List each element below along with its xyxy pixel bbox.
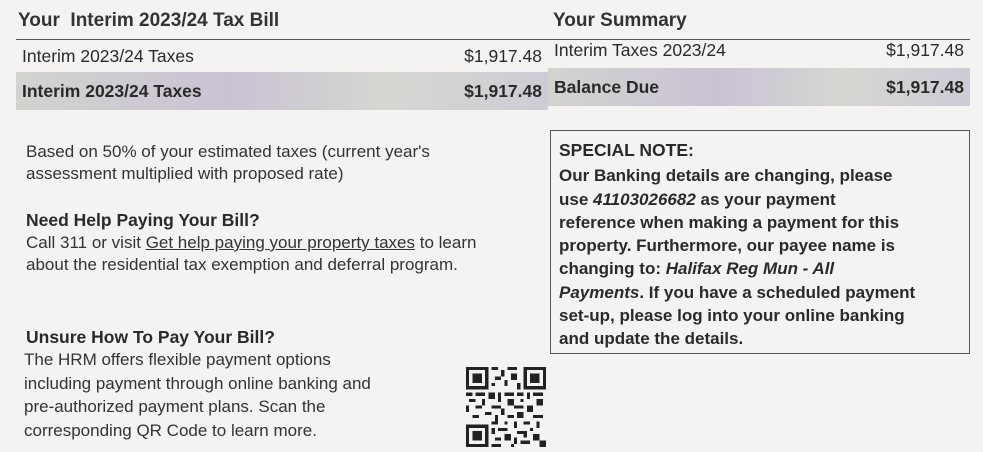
tax-bill-total-label: Interim 2023/24 Taxes <box>22 80 202 101</box>
tax-bill-total-amount: $1,917.48 <box>464 80 542 101</box>
note-line: property. Furthermore, our payee name is <box>559 236 895 256</box>
help-text <box>26 232 476 276</box>
note-line: and update the details. <box>559 329 744 349</box>
special-note-title: SPECIAL NOTE: <box>559 140 694 160</box>
payee-name-part1: Halifax Reg Mun - All <box>665 259 835 279</box>
payee-name-part2: Payments <box>559 282 640 302</box>
pay-text-line: including payment through online banking and <box>24 373 371 393</box>
note-line: reference when making a payment for this <box>559 212 900 232</box>
pay-text-line: pre-authorized payment plans. Scan the <box>24 397 326 416</box>
tax-bill-line-row <box>16 42 548 70</box>
tax-bill-total-row <box>16 72 548 110</box>
summary-line-label: Interim Taxes 2023/24 <box>554 39 726 60</box>
summary-total-amount: $1,917.48 <box>886 76 964 97</box>
tax-bill-line-amount: $1,917.48 <box>464 45 542 66</box>
help-heading: Need Help Paying Your Bill? <box>26 210 260 230</box>
summary-total-label: Balance Due <box>554 76 660 97</box>
tax-basis-line: Based on 50% of your estimated taxes (current year's <box>26 142 430 161</box>
note-line2-post: as your payment <box>695 189 836 209</box>
note-line <box>559 257 961 280</box>
summary-title: Your Summary <box>553 10 687 31</box>
note-line6-post: . If you have a scheduled payment <box>639 282 916 302</box>
special-note-box <box>550 130 970 354</box>
note-line5-pre: changing to: <box>559 259 666 279</box>
pay-text <box>24 348 371 442</box>
summary-line-row <box>548 36 970 64</box>
summary-total-row <box>548 68 970 106</box>
note-line <box>559 188 961 211</box>
note-line2-pre: use <box>559 189 594 209</box>
help-text-line2: about the residential tax exemption and deferral program. <box>26 255 458 274</box>
tax-bill-title: Your Interim 2023/24 Tax Bill <box>18 10 280 31</box>
tax-basis-text <box>26 141 430 185</box>
help-text-post: to learn <box>415 233 477 252</box>
tax-bill-line-label: Interim 2023/24 Taxes <box>22 45 194 66</box>
note-line: set-up, please log into your online banking <box>559 306 905 326</box>
note-line <box>559 281 961 304</box>
tax-bill-rule <box>16 39 548 40</box>
pay-text-line: corresponding QR Code to learn more. <box>24 420 317 440</box>
payment-reference-number: 41103026682 <box>593 189 696 209</box>
help-paying-link[interactable]: Get help paying your property taxes <box>145 233 416 252</box>
qr-code-icon[interactable] <box>466 367 546 447</box>
note-line: Our Banking details are changing, please <box>559 166 893 186</box>
tax-basis-line: assessment multiplied with proposed rate) <box>26 164 344 183</box>
pay-heading: Unsure How To Pay Your Bill? <box>26 327 275 347</box>
pay-text-line: The HRM offers flexible payment options <box>24 350 331 369</box>
summary-line-amount: $1,917.48 <box>886 39 964 60</box>
help-text-pre: Call 311 or visit <box>26 233 146 252</box>
